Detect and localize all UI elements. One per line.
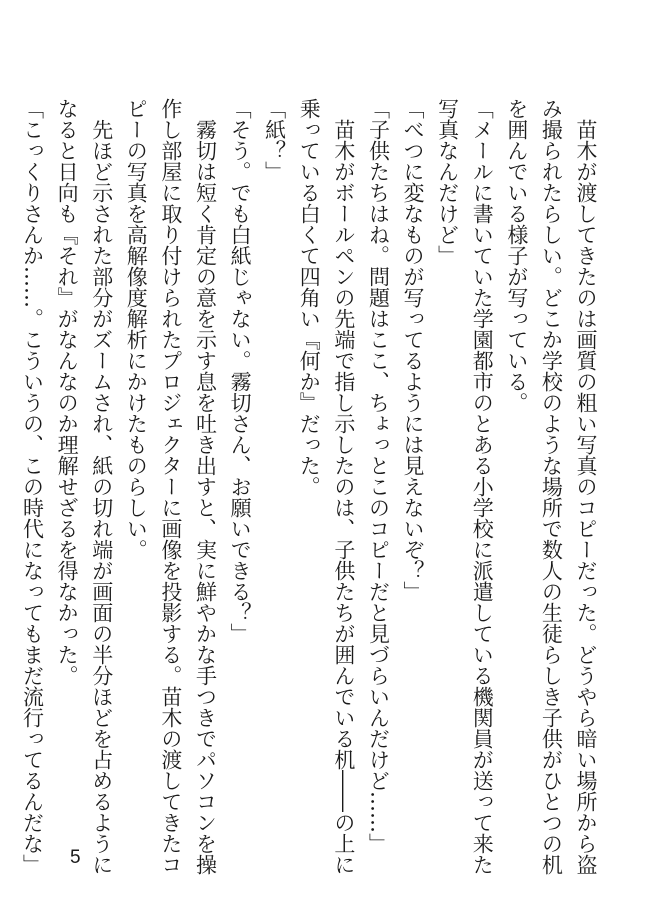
text-line: 霧切は短く肯定の意を示す息を吐き出すと、実に鮮やかな手つきでパソコンを操 <box>193 98 218 875</box>
vertical-text-body <box>20 98 603 875</box>
page-number: 5 <box>70 847 81 868</box>
text-line: 写真なんだけど」 <box>435 98 460 266</box>
text-line: なると日向も『それ』がなんなのか理解せざるを得なかった。 <box>55 98 80 686</box>
text-line: 先ほど示された部分がズームされ、紙の切れ端が画面の半分ほどを占めるように <box>89 98 114 875</box>
text-line: 「紙？」 <box>262 98 287 182</box>
text-line: 乗っている白くて四角い『何か』だった。 <box>297 98 322 497</box>
text-line: み撮られたらしい。どこか学校のような場所で数人の生徒らしき子供がひとつの机 <box>539 98 564 875</box>
text-line: を囲んでいる様子が写っている。 <box>504 98 529 413</box>
text-line: 苗木がボールペンの先端で指し示したのは、子供たちが囲んでいる机――の上に <box>331 98 356 875</box>
text-line: 「そう。でも白紙じゃない。霧切さん、お願いできる？」 <box>228 98 253 644</box>
text-line: 「メールに書いていた学園都市のとある小学校に派遣している機関員が送って来た <box>470 98 495 875</box>
text-line: 「こっくりさんか……。こういうの、この時代になってもまだ流行ってるんだな」 <box>20 98 45 875</box>
text-line: 苗木が渡してきたのは画質の粗い写真のコピーだった。どうやら暗い場所から盗 <box>574 98 598 875</box>
text-line: 作し部屋に取り付けられたプロジェクターに画像を投影する。苗木の渡してきたコ <box>158 98 183 875</box>
text-line: ピーの写真を高解像度解析にかけたものらしい。 <box>124 98 149 560</box>
text-line: 「べつに変なものが写ってるようには見えないぞ？」 <box>401 98 426 602</box>
text-line: 「子供たちはね。問題はここ、ちょっとこのコピーだと見づらいんだけど……」 <box>366 98 391 854</box>
